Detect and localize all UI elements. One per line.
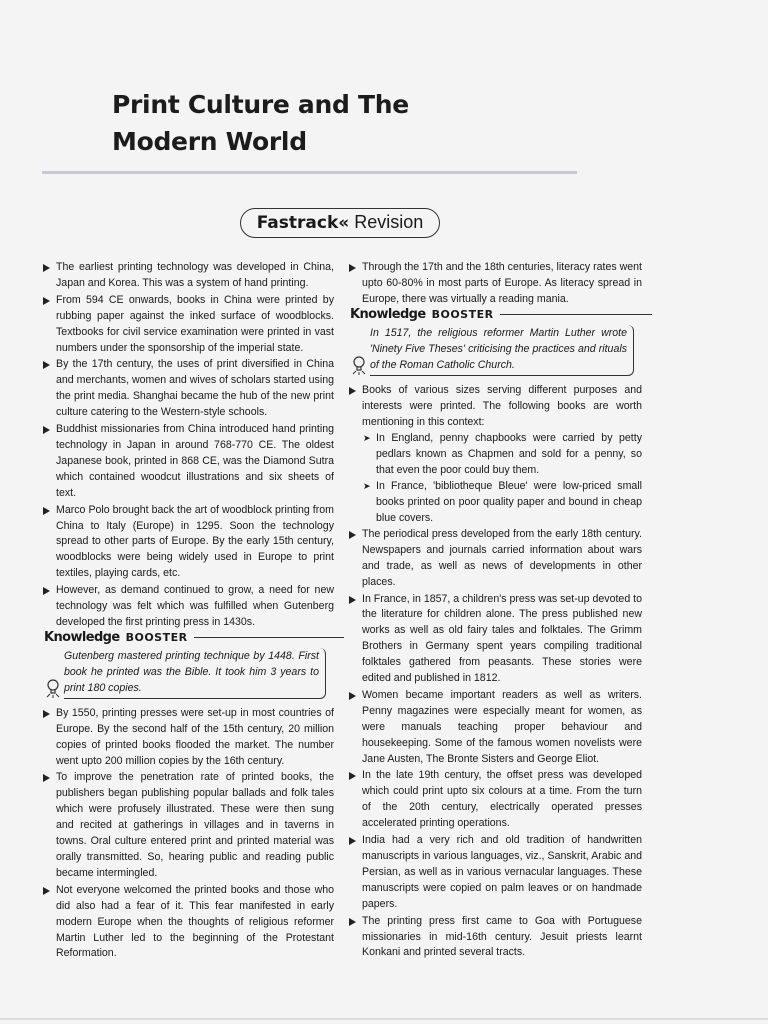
header-rule bbox=[194, 637, 344, 638]
knowledge-booster-box bbox=[348, 306, 642, 379]
chapter-title bbox=[112, 86, 532, 160]
left-column bbox=[42, 260, 334, 963]
knowledge-booster-word: Knowledge bbox=[44, 629, 120, 645]
bullet-item: Not everyone welcomed the printed books and those who did also had a fear of it. This fear manifested in early modern Europe when the thoughts of religious reformer Martin Luther led to the beginning of the Protestant Reformation. bbox=[42, 883, 334, 963]
banner-brand-mark: « bbox=[338, 213, 350, 233]
bullet-item: The periodical press developed from the early 18th century. Newspapers and journals carried information about wars and trade, as well as news of developments in other places. bbox=[348, 527, 642, 591]
title-divider bbox=[42, 171, 577, 174]
bullet-item: India had a very rich and old tradition of handwritten manuscripts in various languages, viz., Sanskrit, Arabic and Persian, as well as in various vernacular languages. These manuscripts were copied on palm leaves or on handmade papers. bbox=[348, 833, 642, 913]
sub-bullet-item: ➤ In France, 'bibliotheque Bleue' were low-priced small books printed on poor quality paper and bound in cheap blue covers. bbox=[348, 479, 642, 527]
knowledge-booster-text: Gutenberg mastered printing technique by 1448. First book he printed was the Bible. It took him 3 years to print 180 copies. bbox=[64, 649, 319, 694]
chapter-title-line-1: Print Culture and The bbox=[112, 90, 409, 119]
bullet-item: By 1550, printing presses were set-up in most countries of Europe. By the second half of the 15th century, 20 million copies of printed books flooded the market. The number went upto 200 million copies by the 16th century. bbox=[42, 706, 334, 770]
knowledge-booster-text: In 1517, the religious reformer Martin Luther wrote 'Ninety Five Theses' criticising the practices and rituals of the Roman Catholic Church. bbox=[370, 326, 627, 371]
bullet-item: The earliest printing technology was developed in China, Japan and Korea. This was a system of hand printing. bbox=[42, 260, 334, 292]
knowledge-booster-header bbox=[44, 630, 336, 646]
bullet-item: By the 17th century, the uses of print diversified in China and merchants, women and wives of scholars started using the print media. Shanghai became the hub of the new print culture catering to the Western-style schools. bbox=[42, 357, 334, 421]
knowledge-booster-frame bbox=[64, 648, 326, 699]
bullet-item: Buddhist missionaries from China introduced hand printing technology in Japan in around 768-770 CE. The oldest Japanese book, printed in 868 CE, was the Diamond Sutra which contained woodcut illustrations and six sheets of text. bbox=[42, 422, 334, 502]
bullet-item: Through the 17th and the 18th centuries, literacy rates went upto 60-80% in most parts of Europe. As literacy spread in Europe, there was virtually a reading mania. bbox=[348, 260, 642, 308]
bullet-item: Books of various sizes serving different purposes and interests were printed. The following books are worth mentioning in this context: bbox=[348, 383, 642, 431]
knowledge-booster-word: Knowledge bbox=[350, 306, 426, 322]
header-rule bbox=[500, 314, 652, 315]
chapter-title-line-2: Modern World bbox=[112, 127, 307, 156]
knowledge-booster-frame bbox=[370, 325, 634, 376]
sub-bullet-item: ➤ In England, penny chapbooks were carried by petty pedlars known as Chapmen and sold for a penny, so that even the poor could buy them. bbox=[348, 431, 642, 479]
knowledge-booster-header bbox=[350, 307, 644, 323]
knowledge-booster-box bbox=[42, 629, 334, 702]
page-bottom-edge bbox=[0, 1018, 768, 1020]
right-column bbox=[348, 260, 642, 962]
bullet-item: In the late 19th century, the offset press was developed which could print upto six colours at a time. From the turn of the 20th century, electrically operated presses accelerated printing operations. bbox=[348, 768, 642, 832]
lightbulb-icon bbox=[352, 355, 366, 375]
bullet-item: The printing press first came to Goa with Portuguese missionaries in mid-16th century. Jesuit priests learnt Konkani and printed several tracts. bbox=[348, 914, 642, 962]
bullet-item: Marco Polo brought back the art of woodblock printing from China to Italy (Europe) in 1295. Soon the technology spread to other parts of Europe. By the early 15th century, woodblocks were being widely used in Europe to print textiles, playing cards, etc. bbox=[42, 503, 334, 583]
bullet-item: However, as demand continued to grow, a need for new technology was felt which was fulfilled when Gutenberg developed the first printing press in 1430s. bbox=[42, 583, 334, 631]
bullet-item: To improve the penetration rate of printed books, the publishers began publishing popular ballads and folk tales which were profusely illustrated. These were then sung and recited at gatherings in villages and in taverns in towns. Oral culture entered print and printed material was orally transmitted. So, hearing public and reading public became intermingled. bbox=[42, 770, 334, 881]
bullet-item: Women became important readers as well as writers. Penny magazines were especially meant for women, as were manuals teaching proper behaviour and housekeeping. Some of the famous women novelists were Jane Austen, The Bronte Sisters and George Eliot. bbox=[348, 688, 642, 768]
knowledge-booster-word2: BOOSTER bbox=[125, 630, 188, 644]
lightbulb-icon bbox=[46, 678, 60, 698]
knowledge-booster-word2: BOOSTER bbox=[431, 307, 494, 321]
fastrack-revision-banner bbox=[240, 208, 440, 238]
banner-brand: Fastrack bbox=[256, 213, 339, 233]
banner-label: Revision bbox=[354, 212, 424, 232]
bullet-item: From 594 CE onwards, books in China were printed by rubbing paper against the inked surface of woodblocks. Textbooks for civil service examination were printed in vast numbers under the sponsorship of the imperial state. bbox=[42, 293, 334, 357]
bullet-item: In France, in 1857, a children's press was set-up devoted to the literature for children alone. The press published new works as well as old fairy tales and folktales. The Grimm Brothers in Germany spent years compiling traditional folktales gathered from peasants. These stories were edited and published in 1812. bbox=[348, 592, 642, 687]
